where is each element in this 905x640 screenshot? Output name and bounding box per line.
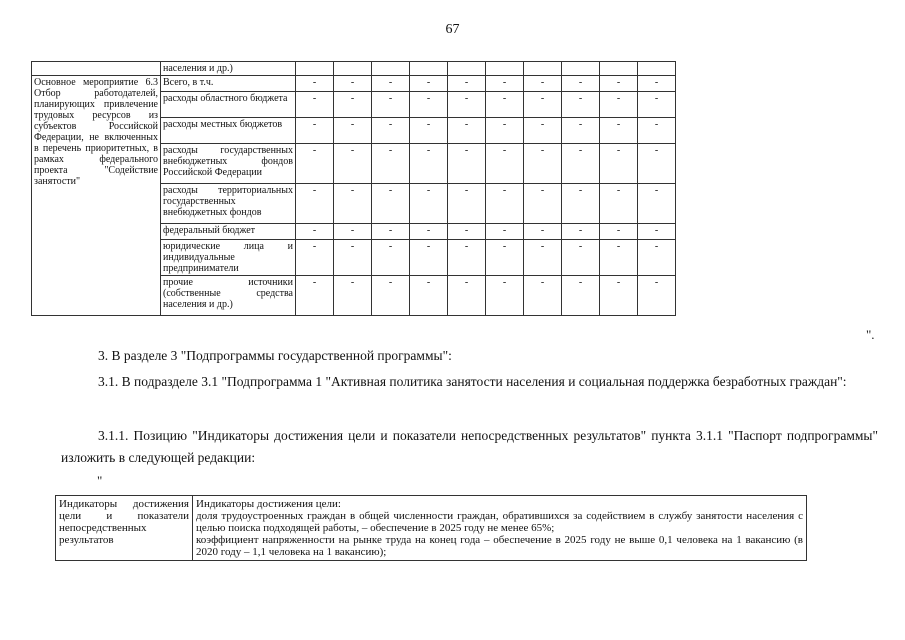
indicator-row: [56, 496, 807, 561]
funding-value: -: [600, 276, 638, 316]
funding-value: -: [600, 76, 638, 92]
indicator-table: [55, 495, 807, 561]
funding-value: -: [372, 144, 410, 184]
funding-value: -: [372, 118, 410, 144]
funding-value: -: [524, 118, 562, 144]
funding-value: -: [372, 240, 410, 276]
funding-value: -: [372, 276, 410, 316]
measure-name: Основное мероприятие 6.3 Отбор работодателей, планирующих привлечение трудовых ресурсов из субъектов Российской Федерации, не включенных в перечень приоритетных, в рамках федерального проекта "Содействие занятости": [32, 76, 161, 316]
funding-value: -: [562, 240, 600, 276]
funding-value: -: [410, 240, 448, 276]
funding-value: -: [372, 224, 410, 240]
funding-value: -: [562, 276, 600, 316]
funding-value: -: [448, 240, 486, 276]
funding-value: -: [410, 144, 448, 184]
funding-value: -: [334, 184, 372, 224]
budget-table: [31, 61, 676, 316]
funding-value: -: [410, 118, 448, 144]
funding-value: -: [638, 224, 676, 240]
funding-value: -: [448, 92, 486, 118]
funding-value: -: [334, 276, 372, 316]
funding-value: -: [296, 92, 334, 118]
funding-value: -: [638, 184, 676, 224]
funding-value: -: [562, 144, 600, 184]
funding-value: -: [638, 144, 676, 184]
funding-value: -: [600, 224, 638, 240]
funding-value: -: [524, 144, 562, 184]
funding-value: -: [410, 224, 448, 240]
paragraph-item-3-1-1: 3.1.1. Позицию "Индикаторы достижения цели и показатели непосредственных результатов" пункта 3.1.1 "Паспорт подпрограммы" изложить в следующей редакции:: [61, 428, 878, 465]
funding-value: [524, 62, 562, 76]
budget-row: [32, 76, 676, 92]
funding-source: населения и др.): [161, 62, 296, 76]
budget-row: [32, 62, 676, 76]
funding-value: -: [334, 224, 372, 240]
funding-source: расходы местных бюджетов: [161, 118, 296, 144]
funding-value: [410, 62, 448, 76]
paragraph-subsection-3-1: 3.1. В подразделе 3.1 "Подпрограмма 1 "Активная политика занятости населения и социальная поддержка безработных граждан":: [98, 374, 847, 389]
funding-value: -: [410, 276, 448, 316]
funding-value: -: [600, 92, 638, 118]
funding-value: -: [562, 224, 600, 240]
funding-value: -: [600, 184, 638, 224]
funding-value: [372, 62, 410, 76]
funding-value: -: [296, 144, 334, 184]
funding-value: -: [600, 118, 638, 144]
funding-value: -: [334, 92, 372, 118]
funding-value: -: [334, 240, 372, 276]
funding-value: [296, 62, 334, 76]
funding-value: -: [524, 184, 562, 224]
indicator-line: Индикаторы достижения цели:: [196, 498, 341, 510]
funding-value: -: [486, 276, 524, 316]
funding-value: -: [638, 276, 676, 316]
indicator-content: [193, 496, 807, 561]
funding-value: -: [334, 76, 372, 92]
funding-value: -: [486, 118, 524, 144]
funding-source: расходы территориальных государственных внебюджетных фондов: [161, 184, 296, 224]
funding-value: -: [562, 118, 600, 144]
funding-value: -: [334, 144, 372, 184]
funding-value: -: [486, 92, 524, 118]
funding-value: -: [296, 240, 334, 276]
funding-value: -: [372, 184, 410, 224]
funding-value: -: [448, 224, 486, 240]
funding-value: -: [486, 184, 524, 224]
funding-value: [562, 62, 600, 76]
funding-value: -: [448, 76, 486, 92]
funding-value: -: [562, 76, 600, 92]
indicator-label: Индикаторы достижения цели и показатели непосредственных результатов: [56, 496, 193, 561]
funding-value: -: [296, 184, 334, 224]
funding-source: Всего, в т.ч.: [161, 76, 296, 92]
indicator-line: доля трудоустроенных граждан в общей численности граждан, обратившихся за содействием в службу занятости населения с целью поиска подходящей работы, – обеспечение в 2025 году не менее 65%;: [196, 510, 803, 534]
opening-quote: ": [97, 473, 103, 488]
funding-value: -: [410, 184, 448, 224]
funding-value: -: [448, 276, 486, 316]
funding-value: -: [600, 144, 638, 184]
funding-value: -: [486, 144, 524, 184]
closing-quote: ".: [866, 327, 875, 342]
funding-value: -: [638, 118, 676, 144]
funding-source: расходы областного бюджета: [161, 92, 296, 118]
funding-value: -: [562, 184, 600, 224]
indicator-line: коэффициент напряженности на рынке труда на конец года – обеспечение в 2025 году не выше 0,1 человека на 1 вакансию (в 2020 году – 1,1 человека на 1 вакансию);: [196, 534, 803, 558]
funding-value: -: [524, 76, 562, 92]
paragraph-section-3: 3. В разделе 3 "Подпрограммы государственной программы":: [98, 348, 452, 363]
funding-value: -: [600, 240, 638, 276]
funding-value: -: [524, 276, 562, 316]
funding-value: [448, 62, 486, 76]
page-number: 67: [445, 22, 460, 37]
funding-value: -: [448, 144, 486, 184]
funding-value: -: [486, 76, 524, 92]
funding-value: -: [296, 118, 334, 144]
funding-value: -: [524, 224, 562, 240]
funding-value: -: [638, 240, 676, 276]
funding-value: -: [296, 224, 334, 240]
funding-value: -: [448, 118, 486, 144]
funding-source: расходы государственных внебюджетных фондов Российской Федерации: [161, 144, 296, 184]
funding-value: -: [334, 118, 372, 144]
funding-value: -: [410, 76, 448, 92]
funding-value: [600, 62, 638, 76]
funding-value: -: [372, 92, 410, 118]
funding-value: -: [448, 184, 486, 224]
funding-value: -: [296, 76, 334, 92]
funding-value: [486, 62, 524, 76]
funding-value: [334, 62, 372, 76]
funding-value: [638, 62, 676, 76]
funding-value: -: [638, 92, 676, 118]
funding-value: -: [524, 92, 562, 118]
funding-value: -: [638, 76, 676, 92]
funding-value: -: [562, 92, 600, 118]
funding-source: юридические лица и индивидуальные предприниматели: [161, 240, 296, 276]
funding-source: прочие источники (собственные средства населения и др.): [161, 276, 296, 316]
funding-value: -: [486, 240, 524, 276]
funding-value: -: [296, 276, 334, 316]
funding-value: -: [410, 92, 448, 118]
funding-value: -: [524, 240, 562, 276]
budget-row-empty-name: [32, 62, 161, 76]
funding-source: федеральный бюджет: [161, 224, 296, 240]
funding-value: -: [372, 76, 410, 92]
funding-value: -: [486, 224, 524, 240]
